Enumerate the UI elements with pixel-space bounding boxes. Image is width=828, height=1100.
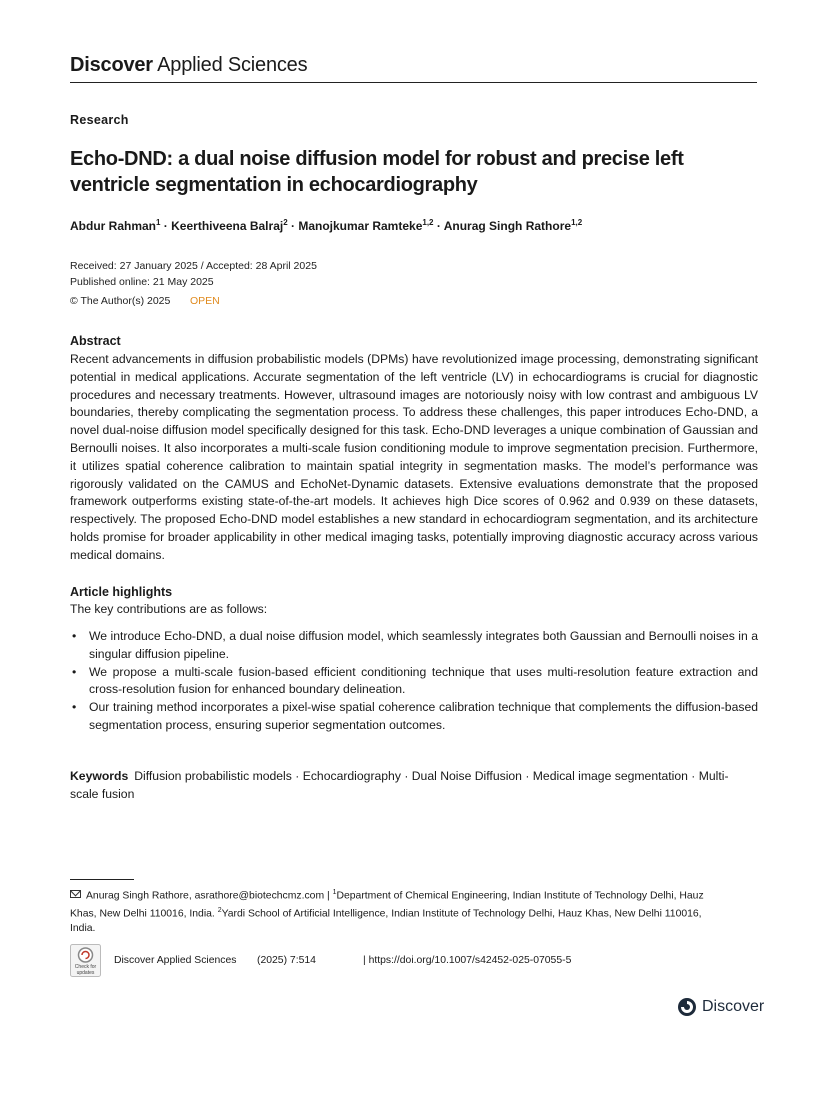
svg-text:Check for: Check for [74, 964, 97, 970]
keywords [70, 768, 750, 804]
author-name[interactable]: Manojkumar Ramteke [298, 219, 423, 233]
author-list: Abdur Rahman$^1$ · Keerthiveena Balraj$^2$ · Manojkumar Ramteke$^{1,2}$ · Anurag Singh Rathore$^{1,2}$ [70, 218, 583, 233]
author-name[interactable]: Abdur Rahman [70, 219, 157, 233]
article-title: Echo-DND: a dual noise diffusion model for robust and precise left ventricle segmentation in echocardiography [70, 148, 684, 196]
footer-doi-link[interactable]: | https://doi.org/10.1007/s42452-025-07055-5 [363, 955, 572, 966]
keywords-label: Keywords [70, 769, 129, 783]
author-name[interactable]: Keerthiveena Balraj [171, 219, 284, 233]
section-label: Research [70, 113, 129, 127]
highlights-intro: The key contributions are as follows: [70, 602, 268, 616]
check-for-updates-badge[interactable] [70, 944, 101, 977]
highlights-heading: Article highlights [70, 585, 173, 599]
footnote-rule [70, 879, 134, 880]
header-rule [70, 82, 757, 83]
abstract-text: Recent advancements in diffusion probabilistic models (DPMs) have revolutionized image processing, demonstrating significant potential in medical applications. Accurate segmentation of the left ventricle (LV) in echocardiograms is crucial for diagnostic procedures and necessary treatments. However, ultrasound images are notoriously noisy with low contrast and ambiguous LV boundaries, thereby complicating the segmentation process. To address these challenges, this paper introduces Echo-DND, a novel dual-noise diffusion model specifically designed for this task. Echo-DND leverages a unique combination of Gaussian and Bernoulli noises. It also incorporates a multi-scale fusion conditioning module to improve segmentation precision. Furthermore, it utilizes spatial coherence calibration to maintain spatial integrity in segmentation masks. The model’s performance was rigorously validated on the CAMUS and EchoNet-Dynamic datasets. Extensive evaluations demonstrate that the proposed framework outperforms existing state-of-the-art models. It achieves high Dice scores of 0.962 and 0.939 on these datasets, respectively. The proposed Echo-DND model establishes a new standard in echocardiogram segmentation, and its architecture holds promise for broader applicability in other medical imaging tasks, potentially improving diagnostic accuracy across various medical domains. [70, 352, 758, 562]
open-access-badge: OPEN [190, 295, 220, 307]
abstract-heading: Abstract [70, 334, 121, 348]
footer-journal: Discover Applied Sciences [114, 955, 237, 966]
received-date: Received: 27 January 2025 / Accepted: 28 April 2025 [70, 260, 317, 272]
correspondence-contact[interactable]: Anurag Singh Rathore, asrathore@biotechcmz.com | [86, 890, 333, 902]
highlight-item: • We introduce Echo-DND, a dual noise diffusion model, which seamlessly integrates both Gaussian and Bernoulli noises in a singular diffusion pipeline. [70, 628, 758, 664]
email-icon [70, 890, 81, 898]
journal-name: Discover Applied Sciences [70, 54, 308, 76]
affiliation-1: Department of Chemical Engineering, Indian Institute of Technology Delhi, Hauz Khas, New Delhi 110016, India. [70, 890, 704, 920]
highlights-list [70, 628, 758, 735]
discover-logo [677, 996, 764, 1018]
highlight-item: • We propose a multi-scale fusion-based efficient conditioning technique that uses multi-resolution feature extraction and cross-resolution fusion for enhanced boundary delineation. [70, 664, 758, 700]
affiliation-2: Yardi School of Artificial Intelligence, Indian Institute of Technology Delhi, Hauz Khas, New Delhi 110016, India. [70, 908, 702, 934]
svg-text:updates: updates [76, 970, 95, 976]
correspondence-footnote: Anurag Singh Rathore, asrathore@biotechcmz.com | $^1$Department of Chemical Engineering, Indian Institute of Technology Delhi, Hauz Khas, New Delhi 110016, India. $^2$Yardi School of Artificial Intelligence, Indian Institute of Technology Delhi, Hauz Khas, New Delhi 110016, India. [70, 889, 704, 934]
author-name[interactable]: Anurag Singh Rathore [443, 219, 572, 233]
footer-volume: (2025) 7:514 [257, 955, 316, 966]
discover-logo-icon [677, 997, 697, 1017]
published-date: Published online: 21 May 2025 [70, 276, 214, 288]
keywords-text: Diffusion probabilistic models · Echocardiography · Dual Noise Diffusion · Medical image segmentation · Multi-scale fusion [70, 769, 729, 801]
discover-logo-text: Discover [702, 998, 765, 1015]
highlight-item: • Our training method incorporates a pixel-wise spatial coherence calibration technique that complements the diffusion-based segmentation process, ensuring superior segmentation outcomes. [70, 699, 758, 735]
copyright: © The Author(s) 2025 [70, 295, 171, 307]
